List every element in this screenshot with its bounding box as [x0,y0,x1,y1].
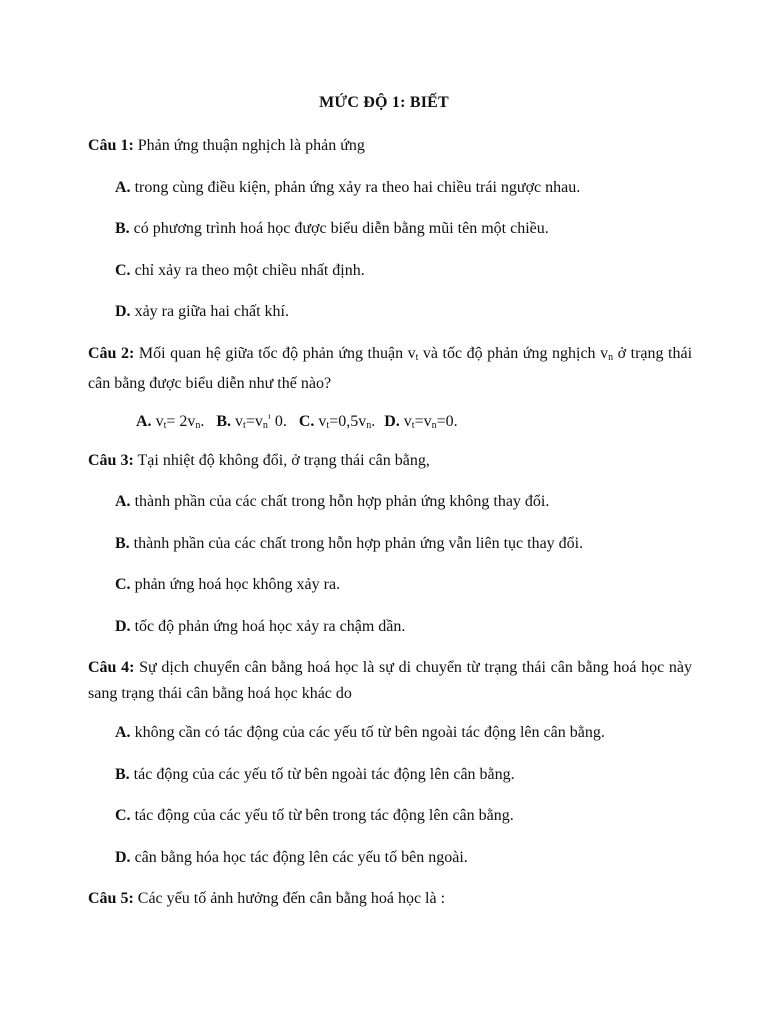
question-2-option-c [299,413,375,430]
question-label: Câu 3: [88,452,134,469]
option-letter: D. [384,413,400,430]
subscript: n [431,420,437,431]
superscript: ¹ [267,413,271,424]
option-text: xảy ra giữa hai chất khí. [130,303,289,320]
question-text: Mối quan hệ giữa tốc độ phản ứng thuận v [134,345,416,362]
option-text: tốc độ phản ứng hoá học xảy ra chậm dần. [130,618,406,635]
option-text: có phương trình hoá học được biểu diễn bằng mũi tên một chiều. [129,220,549,237]
option-text: =0. [436,413,458,430]
question-3 [88,451,430,471]
option-text: v [231,413,244,430]
subscript: t [326,420,330,431]
question-4-option-c [115,806,514,826]
question-2-option-a [136,413,204,430]
option-text: v [151,413,164,430]
option-text: = 2v [166,413,196,430]
option-letter: C. [115,262,131,279]
option-text: tác động của các yếu tố từ bên trong tác động lên cân bằng. [130,807,514,824]
question-2-option-d [384,413,457,430]
option-letter: B. [216,413,232,430]
option-text: cân bằng hóa học tác động lên các yếu tố bên ngoài. [130,849,468,866]
question-4-option-d [115,848,468,868]
subscript: t [163,420,167,431]
option-text: v [314,413,327,430]
question-4-option-b [115,765,515,785]
question-4-option-a [115,723,605,743]
option-text: chỉ xảy ra theo một chiều nhất định. [130,262,365,279]
question-label: Câu 2: [88,345,135,362]
question-text: Phản ứng thuận nghịch là phản ứng [133,137,365,154]
option-text: không cần có tác động của các yếu tố từ bên ngoài tác động lên cân bằng. [130,724,605,741]
option-text: trong cùng điều kiện, phản ứng xảy ra theo hai chiều trái ngược nhau. [130,179,581,196]
question-1-option-d [115,302,289,322]
option-letter: D. [115,303,131,320]
subscript: t [243,420,246,431]
option-text: v [399,413,412,430]
option-text: thành phần của các chất trong hỗn hợp phản ứng vẫn liên tục thay đổi. [129,535,584,552]
option-letter: C. [115,576,131,593]
question-label: Câu 4: [88,659,135,676]
subscript: n [262,420,268,431]
option-text: tác động của các yếu tố từ bên ngoài tác động lên cân bằng. [129,766,515,783]
option-letter: B. [115,766,130,783]
subscript: n [608,352,614,363]
option-letter: A. [115,493,131,510]
question-text: Tại nhiệt độ không đổi, ở trạng thái cân bằng, [133,452,430,469]
option-letter: D. [115,849,131,866]
question-1-option-a [115,178,580,198]
option-text: =v [414,413,432,430]
question-label: Câu 5: [88,890,134,907]
question-3-option-a [115,492,549,512]
option-text: =v [245,413,263,430]
option-text: =0,5v [329,413,367,430]
question-label: Câu 1: [88,137,134,154]
question-1-option-b [115,219,549,239]
question-1-option-c [115,261,365,281]
question-text: ở trạng thái cân bằng được biểu diễn như thế nào? [88,345,693,392]
question-2-options [136,409,458,436]
question-1 [88,136,365,156]
question-2 [88,341,692,397]
option-letter: D. [115,618,131,635]
option-text: phản ứng hoá học không xảy ra. [130,576,341,593]
question-3-option-c [115,575,340,595]
question-5 [88,889,445,909]
question-text: và tốc độ phản ứng nghịch v [418,345,609,362]
option-letter: B. [115,220,130,237]
subscript: t [411,420,415,431]
option-text: thành phần của các chất trong hỗn hợp phản ứng không thay đổi. [130,493,550,510]
option-letter: B. [115,535,130,552]
question-3-option-d [115,617,405,637]
question-text: Các yếu tố ảnh hưởng đến cân bằng hoá học là : [133,890,446,907]
option-letter: C. [115,807,131,824]
question-2-option-b [216,413,286,430]
option-text: . [371,413,376,430]
question-4 [88,655,692,707]
subscript: n [366,420,372,431]
subscript: n [195,420,201,431]
option-text: 0. [270,413,287,430]
subscript: t [415,352,419,363]
option-letter: A. [115,724,131,741]
question-3-option-b [115,534,583,554]
page-title: MỨC ĐỘ 1: BIẾT [319,94,449,111]
question-text: Sự dịch chuyển cân bằng hoá học là sự di chuyển từ trạng thái cân bằng hoá học này sang trạng thái cân bằng hoá học khác do [88,659,693,702]
option-letter: C. [298,413,315,430]
option-text: . [200,413,205,430]
option-letter: A. [136,413,152,430]
option-letter: A. [115,179,131,196]
